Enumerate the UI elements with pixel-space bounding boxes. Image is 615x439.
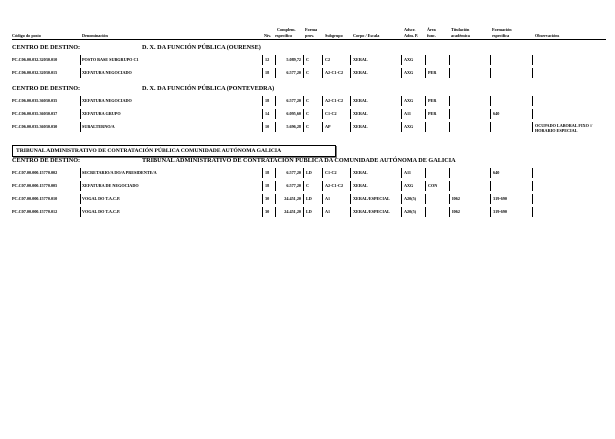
column-divider (262, 55, 263, 65)
cell-corpo: XERAL/ESPECIAL (353, 196, 390, 201)
column-divider (532, 168, 533, 178)
cell-denominacion: XEFATURA NEGOCIADO (82, 70, 132, 75)
column-divider (322, 181, 323, 191)
cell-codigo: PC.C07.00.000.15770.002 (12, 170, 58, 175)
cell-subgrupo: C1-C2 (325, 170, 337, 175)
column-divider (275, 168, 276, 178)
column-divider (303, 96, 304, 106)
header-denominacion: Denominación (82, 33, 108, 38)
column-divider (425, 109, 426, 119)
header-prov: prov. (305, 33, 315, 38)
header-adscr: Adscr. (404, 27, 416, 32)
header-area: Área (427, 27, 436, 32)
cell-codigo: PC.C07.00.000.15770.012 (12, 209, 58, 214)
cell-adscr: AXG (404, 98, 414, 103)
header-func: func. (427, 33, 436, 38)
column-divider (303, 122, 304, 132)
column-divider (322, 55, 323, 65)
column-divider (350, 68, 351, 78)
column-divider (425, 55, 426, 65)
cell-nivel: 10 (265, 124, 270, 129)
column-divider (532, 68, 533, 78)
header-especifico: específico (275, 33, 293, 38)
column-divider (532, 122, 533, 132)
cell-complemento: 24.451,20 (284, 209, 301, 214)
column-divider (532, 96, 533, 106)
cell-codigo: PC.C07.00.000.15770.005 (12, 183, 58, 188)
column-divider (350, 207, 351, 217)
column-divider (350, 122, 351, 132)
cell-denominacion: VOGAL DO T.A.C.P. (82, 209, 121, 214)
cell-adscr: A11 (404, 111, 411, 116)
section-label: CENTRO DE DESTINO: (12, 157, 81, 164)
column-divider (80, 68, 81, 78)
header-rule (12, 39, 606, 40)
column-divider (449, 109, 450, 119)
column-divider (401, 194, 402, 204)
cell-formacion: 319-690 (493, 196, 507, 201)
column-divider (262, 122, 263, 132)
column-divider (80, 96, 81, 106)
cell-denominacion: VOGAL DO T.A.C.P. (82, 196, 121, 201)
cell-complemento: 6.577,20 (286, 183, 301, 188)
column-divider (322, 207, 323, 217)
header-titulacion: Titulación (451, 27, 470, 32)
column-divider (401, 122, 402, 132)
cell-complemento: 6.577,20 (286, 170, 301, 175)
cell-corpo: XERAL/ESPECIAL (353, 209, 390, 214)
column-divider (532, 109, 533, 119)
column-divider (322, 122, 323, 132)
cell-forma: C (306, 124, 310, 129)
cell-formacion: 640 (493, 170, 500, 175)
tribunal-title: TRIBUNAL ADMINISTRATIVO DE CONTRATACIÓN PÚBLICA COMUNIDADE AUTÓNOMA GALICIA (16, 147, 282, 154)
cell-complemento: 5.696,28 (286, 124, 301, 129)
column-divider (275, 55, 276, 65)
cell-nivel: 18 (265, 170, 270, 175)
column-divider (401, 168, 402, 178)
cell-denominacion: SUBALTERNO/A (82, 124, 115, 129)
column-divider (532, 194, 533, 204)
cell-area: CON (428, 183, 438, 188)
cell-denominacion: XEFATURA DE NEGOCIADO (82, 183, 139, 188)
cell-codigo: PC.C06.00.035.36030.035 (12, 98, 58, 103)
cell-subgrupo: C2 (325, 57, 331, 62)
column-divider (425, 168, 426, 178)
header-especifica: especifica (492, 33, 510, 38)
cell-corpo: XERAL (353, 124, 368, 129)
section-name: TRIBUNAL ADMINISTRATIVO DE CONTRATACIÓN PÚBLICA DA COMUNIDADE AUTÓNOMA DE GALICIA (142, 157, 456, 164)
column-divider (350, 181, 351, 191)
column-divider (490, 194, 491, 204)
cell-titulacion: I062 (452, 196, 460, 201)
column-divider (303, 168, 304, 178)
cell-forma: C (306, 183, 310, 188)
section-name: D. X. DA FUNCIÓN PÚBLICA (OURENSE) (142, 44, 261, 51)
cell-subgrupo: A1 (325, 196, 331, 201)
column-divider (490, 181, 491, 191)
column-divider (80, 55, 81, 65)
table-row (0, 68, 615, 78)
cell-subgrupo: C1-C2 (325, 111, 337, 116)
column-divider (303, 68, 304, 78)
column-divider (275, 68, 276, 78)
column-divider (401, 207, 402, 217)
header-observacions: Observacións (535, 33, 560, 38)
column-divider (490, 207, 491, 217)
cell-corpo: XERAL (353, 98, 368, 103)
column-divider (425, 207, 426, 217)
cell-formacion: 319-690 (493, 209, 507, 214)
header-subgrupo: Subgrupo (325, 33, 343, 38)
cell-observacions: OCUPADO LABORAL FIXO // HORARIO ESPECIAL (535, 123, 593, 133)
cell-complemento: 6.577,20 (286, 98, 301, 103)
header-formacion: Formación (492, 27, 512, 32)
column-divider (262, 168, 263, 178)
table-row (0, 109, 615, 119)
column-divider (449, 207, 450, 217)
column-divider (303, 181, 304, 191)
cell-subgrupo: A2-C1-C2 (325, 183, 344, 188)
column-divider (449, 194, 450, 204)
column-divider (303, 194, 304, 204)
column-divider (303, 109, 304, 119)
cell-nivel: 18 (265, 70, 270, 75)
column-divider (401, 68, 402, 78)
cell-subgrupo: A2-C1-C2 (325, 70, 344, 75)
table-row (0, 181, 615, 191)
column-divider (262, 181, 263, 191)
cell-adscr: AXG (404, 57, 414, 62)
column-divider (350, 194, 351, 204)
column-divider (322, 68, 323, 78)
column-divider (532, 207, 533, 217)
header-academica: académica (451, 33, 470, 38)
cell-corpo: XERAL (353, 57, 368, 62)
cell-subgrupo: A1 (325, 209, 331, 214)
cell-codigo: PC.C06.00.035.36030.037 (12, 111, 58, 116)
header-complem: Complem. (277, 27, 296, 32)
column-divider (425, 122, 426, 132)
cell-codigo: PC.C06.00.035.36030.030 (12, 124, 58, 129)
column-divider (80, 109, 81, 119)
table-row (0, 194, 615, 204)
cell-area: PER (428, 98, 437, 103)
table-row (0, 96, 615, 106)
column-divider (350, 96, 351, 106)
cell-complemento: 6.095,60 (286, 111, 301, 116)
cell-corpo: XERAL (353, 111, 368, 116)
column-divider (449, 96, 450, 106)
column-divider (262, 194, 263, 204)
column-divider (490, 68, 491, 78)
column-divider (490, 96, 491, 106)
cell-area: PER (428, 70, 437, 75)
column-divider (350, 55, 351, 65)
header-adm: Adm. P. (404, 33, 419, 38)
cell-forma: C (306, 57, 310, 62)
cell-corpo: XERAL (353, 183, 368, 188)
cell-forma: C (306, 111, 310, 116)
cell-denominacion: POSTO BASE SUBGRUPO C1 (82, 57, 139, 62)
column-divider (350, 168, 351, 178)
cell-titulacion: I062 (452, 209, 460, 214)
column-divider (322, 194, 323, 204)
cell-nivel: 18 (265, 98, 270, 103)
column-divider (532, 55, 533, 65)
table-row (0, 55, 615, 65)
cell-adscr: A20(5) (404, 196, 417, 201)
column-divider (449, 181, 450, 191)
column-divider (490, 109, 491, 119)
column-divider (275, 109, 276, 119)
table-row (0, 207, 615, 217)
column-divider (80, 122, 81, 132)
cell-codigo: PC.C06.00.032.32030.015 (12, 70, 58, 75)
cell-forma: C (306, 70, 310, 75)
column-divider (425, 96, 426, 106)
column-divider (401, 109, 402, 119)
cell-adscr: A11 (404, 170, 411, 175)
cell-denominacion: SECRETARIO/A DO/A PRESIDENTE/A (82, 170, 157, 175)
column-divider (449, 55, 450, 65)
column-divider (303, 55, 304, 65)
column-divider (449, 68, 450, 78)
cell-denominacion: XEFATURA NEGOCIADO (82, 98, 132, 103)
cell-corpo: XERAL (353, 70, 368, 75)
section-label: CENTRO DE DESTINO: (12, 44, 81, 51)
column-divider (322, 109, 323, 119)
column-divider (262, 68, 263, 78)
cell-complemento: 24.451,20 (284, 196, 301, 201)
column-divider (425, 68, 426, 78)
cell-codigo: PC.C07.00.000.15770.010 (12, 196, 58, 201)
cell-adscr: AXG (404, 183, 414, 188)
column-divider (80, 194, 81, 204)
cell-forma: LD (306, 196, 312, 201)
tribunal-title-box (12, 145, 336, 157)
cell-forma: LD (306, 170, 312, 175)
header-nivel: Nív. (264, 33, 272, 38)
column-divider (532, 181, 533, 191)
column-divider (262, 207, 263, 217)
cell-adscr: AXG (404, 124, 414, 129)
column-divider (490, 168, 491, 178)
cell-nivel: 30 (265, 209, 270, 214)
column-divider (303, 207, 304, 217)
cell-corpo: XERAL (353, 170, 368, 175)
column-divider (80, 181, 81, 191)
header-codigo: Código do posto (12, 33, 41, 38)
section-name: D. X. DA FUNCIÓN PÚBLICA (PONTEVEDRA) (142, 85, 275, 92)
column-divider (275, 194, 276, 204)
column-divider (425, 181, 426, 191)
table-row (0, 122, 615, 132)
column-divider (401, 96, 402, 106)
column-divider (401, 181, 402, 191)
column-divider (449, 168, 450, 178)
column-divider (322, 168, 323, 178)
cell-nivel: 18 (265, 183, 270, 188)
cell-complemento: 6.577,20 (286, 70, 301, 75)
header-corpo: Corpo / Escala (353, 33, 380, 38)
cell-adscr: AXG (404, 70, 414, 75)
cell-area: PER (428, 111, 437, 116)
column-divider (490, 122, 491, 132)
cell-nivel: 30 (265, 196, 270, 201)
column-divider (80, 168, 81, 178)
cell-subgrupo: AP (325, 124, 331, 129)
cell-forma: C (306, 98, 310, 103)
column-divider (275, 207, 276, 217)
column-divider (80, 207, 81, 217)
header-forma: Forma (305, 27, 318, 32)
cell-forma: LD (306, 209, 312, 214)
column-divider (275, 96, 276, 106)
column-divider (401, 55, 402, 65)
cell-nivel: 12 (265, 57, 270, 62)
section-label: CENTRO DE DESTINO: (12, 85, 81, 92)
cell-denominacion: XEFATURA GRUPO (82, 111, 121, 116)
cell-subgrupo: A2-C1-C2 (325, 98, 344, 103)
table-row (0, 168, 615, 178)
column-divider (449, 122, 450, 132)
cell-formacion: 640 (493, 111, 500, 116)
column-divider (275, 181, 276, 191)
column-divider (322, 96, 323, 106)
cell-adscr: A20(5) (404, 209, 417, 214)
column-divider (490, 55, 491, 65)
cell-complemento: 5.089,72 (286, 57, 301, 62)
cell-codigo: PC.C06.00.032.32030.010 (12, 57, 58, 62)
column-divider (350, 109, 351, 119)
column-divider (262, 96, 263, 106)
column-divider (425, 194, 426, 204)
column-divider (275, 122, 276, 132)
column-divider (262, 109, 263, 119)
cell-nivel: 14 (265, 111, 270, 116)
